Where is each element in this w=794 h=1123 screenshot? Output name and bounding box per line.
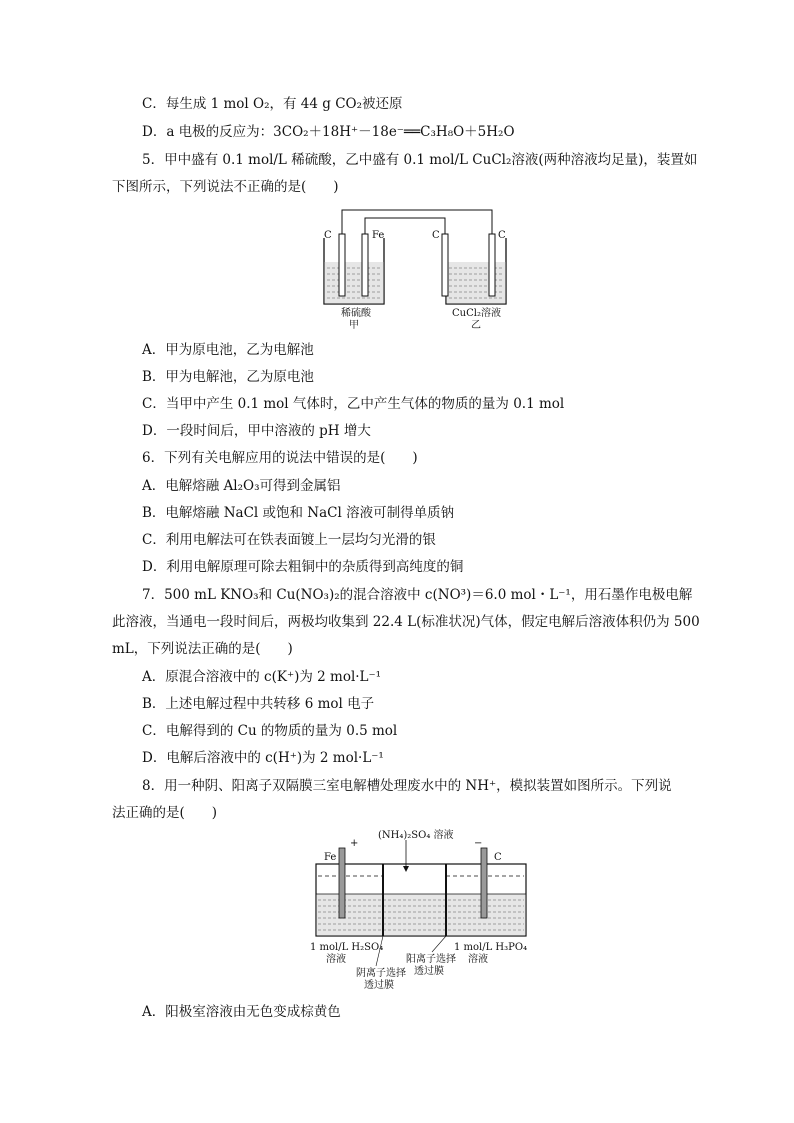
q5-option-b: B．甲为电解池，乙为原电池 bbox=[142, 369, 314, 385]
q6-stem: 6．下列有关电解应用的说法中错误的是( ) bbox=[142, 450, 418, 466]
q6-option-b: B．电解熔融 NaCl 或饱和 NaCl 溶液可制得单质钠 bbox=[142, 505, 455, 521]
three-chamber-cell-figure bbox=[306, 826, 536, 992]
label-c-mid: C bbox=[432, 230, 440, 241]
label-minus: − bbox=[474, 838, 483, 849]
electrode-c-mid bbox=[442, 234, 448, 296]
q8-stem-2: 法正确的是( ) bbox=[112, 805, 218, 821]
label-left-sol-1: 1 mol/L H₂SO₄ bbox=[310, 942, 384, 953]
label-inflow: (NH₄)₂SO₄ 溶液 bbox=[378, 830, 454, 841]
q4-option-c: C．每生成 1 mol O₂，有 44 g CO₂被还原 bbox=[142, 96, 403, 112]
label-anion-2: 透过膜 bbox=[364, 980, 394, 991]
q7-option-a: A．原混合溶液中的 c(K⁺)为 2 mol·L⁻¹ bbox=[142, 669, 382, 685]
q7-option-c: C．电解得到的 Cu 的物质的量为 0.5 mol bbox=[142, 723, 398, 739]
q7-stem-2: 此溶液，当通电一段时间后，两极均收集到 22.4 L(标准状况)气体，假定电解后溶液体积仍为 500 bbox=[112, 614, 700, 630]
q7-option-b: B．上述电解过程中共转移 6 mol 电子 bbox=[142, 696, 375, 712]
q6-option-a: A．电解熔融 Al₂O₃可得到金属铝 bbox=[142, 478, 341, 494]
label-beaker-2: 乙 bbox=[471, 320, 481, 331]
electrode-fe bbox=[339, 848, 345, 918]
label-fe: Fe bbox=[372, 230, 385, 241]
q6-option-c: C．利用电解法可在铁表面镀上一层均匀光滑的银 bbox=[142, 532, 436, 548]
q7-stem-1: 7．500 mL KNO₃和 Cu(NO₃)₂的混合溶液中 c(NO³)＝6.0 mol・L⁻¹，用石墨作电极电解 bbox=[142, 587, 693, 603]
electrode-c bbox=[481, 848, 487, 918]
label-c-right: C bbox=[498, 230, 506, 241]
label-right-sol-1: 1 mol/L H₃PO₄ bbox=[454, 942, 528, 953]
q5-option-d: D．一段时间后，甲中溶液的 pH 增大 bbox=[142, 423, 371, 439]
q5-stem-2: 下图所示，下列说法不正确的是( ) bbox=[112, 179, 339, 195]
label-sol-1: 稀硫酸 bbox=[341, 308, 371, 319]
electrode-c-right bbox=[489, 234, 495, 296]
q5-option-a: A．甲为原电池，乙为电解池 bbox=[142, 342, 314, 358]
label-left-sol-2: 溶液 bbox=[326, 954, 346, 965]
label-beaker-1: 甲 bbox=[349, 320, 359, 331]
label-cation-2: 透过膜 bbox=[414, 966, 444, 977]
q5-option-c: C．当甲中产生 0.1 mol 气体时，乙中产生气体的物质的量为 0.1 mol bbox=[142, 396, 565, 412]
label-c-left: C bbox=[324, 230, 332, 241]
electrolysis-figure-1 bbox=[314, 204, 514, 334]
label-c: C bbox=[494, 852, 502, 863]
label-anion-1: 阴离子选择 bbox=[356, 968, 406, 979]
label-fe: Fe bbox=[324, 852, 337, 863]
label-sol-2: CuCl₂溶液 bbox=[452, 308, 501, 319]
q8-stem-1: 8．用一种阴、阳离子双隔膜三室电解槽处理废水中的 NH⁺，模拟装置如图所示。下列说 bbox=[142, 778, 672, 794]
q7-stem-3: mL，下列说法正确的是( ) bbox=[112, 641, 293, 657]
label-cation-1: 阳离子选择 bbox=[406, 954, 456, 965]
electrode-fe bbox=[362, 234, 368, 296]
q6-option-d: D．利用电解原理可除去粗铜中的杂质得到高纯度的铜 bbox=[142, 559, 464, 575]
q5-stem-1: 5．甲中盛有 0.1 mol/L 稀硫酸，乙中盛有 0.1 mol/L CuCl₂溶液(两种溶液均足量)，装置如 bbox=[142, 152, 698, 168]
q7-option-d: D．电解后溶液中的 c(H⁺)为 2 mol·L⁻¹ bbox=[142, 750, 384, 766]
q4-option-d: D．a 电极的反应为：3CO₂＋18H⁺－18e⁻══C₃H₈O＋5H₂O bbox=[142, 124, 515, 140]
electrode-c-left bbox=[339, 234, 345, 296]
label-right-sol-2: 溶液 bbox=[468, 954, 488, 965]
q8-option-a: A．阳极室溶液由无色变成棕黄色 bbox=[142, 1004, 341, 1020]
label-plus: + bbox=[350, 838, 359, 849]
